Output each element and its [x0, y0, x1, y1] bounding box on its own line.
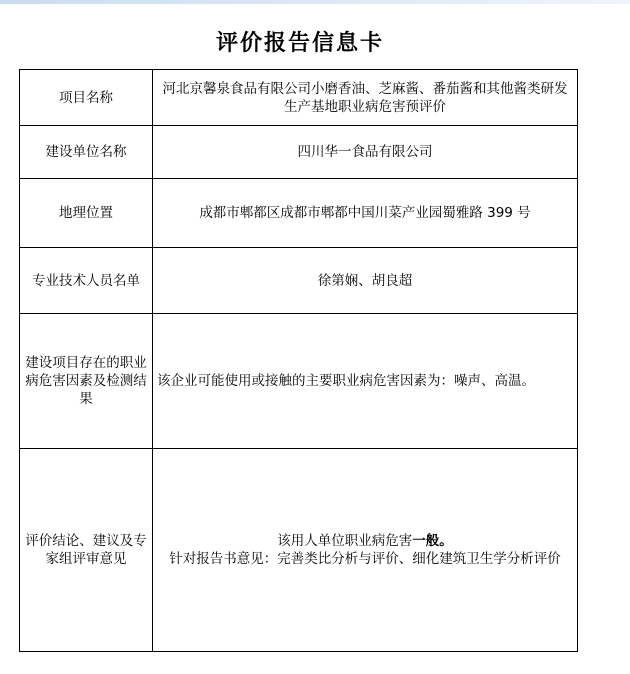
conclusion-prefix: 该用人单位职业病危害	[277, 533, 413, 549]
table-row-technical-staff	[20, 248, 578, 314]
page-title: 评价报告信息卡	[215, 30, 384, 56]
table-row-conclusion	[20, 449, 578, 652]
value-project-name: 河北京馨泉食品有限公司小磨香油、芝麻酱、番茄酱和其他酱类研发生产基地职业病危害预评价	[153, 70, 578, 126]
report-info-table	[19, 69, 578, 652]
expert-opinion: 针对报告书意见：完善类比分析与评价、细化建筑卫生学分析评价	[169, 551, 561, 567]
label-technical-staff: 专业技术人员名单	[20, 248, 153, 314]
table-row-location	[20, 179, 578, 248]
conclusion-line	[157, 532, 573, 550]
value-conclusion	[153, 449, 578, 652]
table-row-hazard-factors	[20, 314, 578, 449]
value-construction-unit: 四川华一食品有限公司	[153, 126, 578, 179]
label-project-name: 项目名称	[20, 70, 153, 126]
top-window-bar	[0, 0, 630, 4]
value-technical-staff: 徐第娴、胡良超	[153, 248, 578, 314]
label-hazard-factors: 建设项目存在的职业病危害因素及检测结果	[20, 314, 153, 449]
label-construction-unit: 建设单位名称	[20, 126, 153, 179]
table-row-project-name	[20, 70, 578, 126]
value-hazard-factors: 该企业可能使用或接触的主要职业病危害因素为：噪声、高温。	[153, 314, 578, 449]
table-row-construction-unit	[20, 126, 578, 179]
value-location: 成都市郫都区成都市郫都中国川菜产业园蜀雅路 399 号	[153, 179, 578, 248]
label-location: 地理位置	[20, 179, 153, 248]
label-conclusion: 评价结论、建议及专家组评审意见	[20, 449, 153, 652]
conclusion-level: 一般。	[412, 533, 453, 549]
